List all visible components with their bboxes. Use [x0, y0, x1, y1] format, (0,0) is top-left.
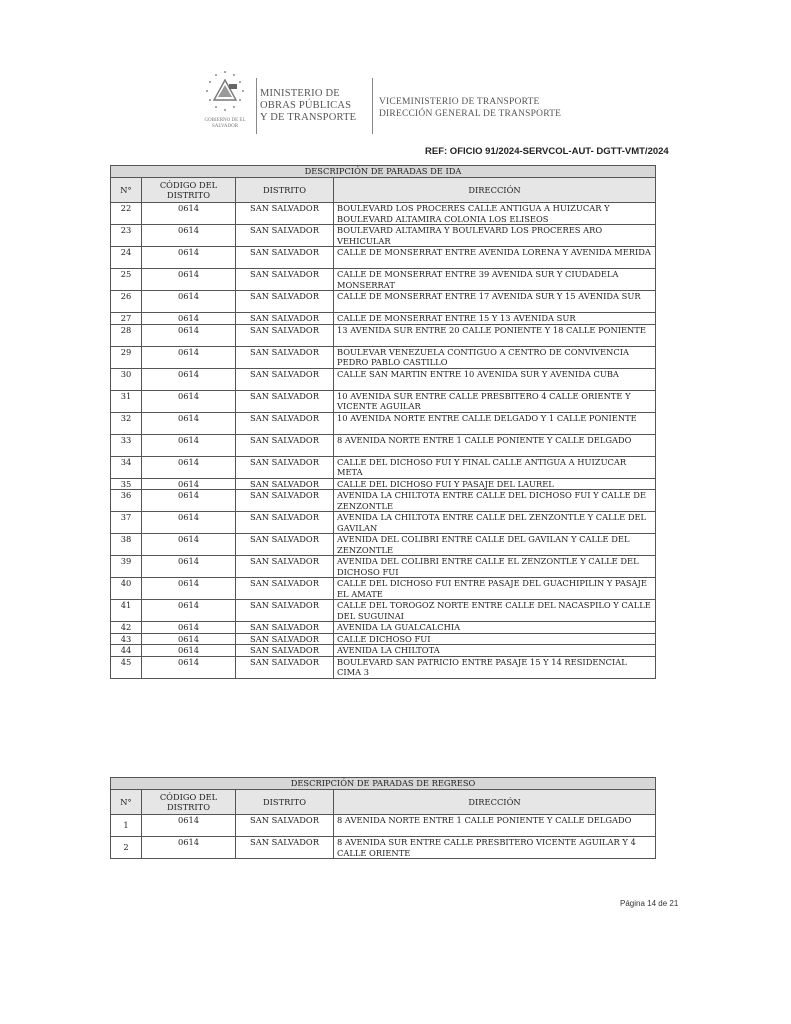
column-header-district-code: CÓDIGO DEL DISTRITO: [142, 790, 236, 815]
stop-number: 40: [111, 578, 142, 600]
table-row: [111, 434, 656, 456]
stop-number: 44: [111, 645, 142, 657]
district-code: 0614: [142, 368, 236, 390]
district-code: 0614: [142, 390, 236, 412]
district-name: SAN SALVADOR: [236, 390, 334, 412]
district-name: SAN SALVADOR: [236, 247, 334, 269]
stop-address: CALLE DEL DICHOSO FUI Y PASAJE DEL LAUREL: [334, 478, 656, 490]
table-row: [111, 556, 656, 578]
table-row: [111, 633, 656, 645]
stop-number: 26: [111, 291, 142, 313]
district-code: 0614: [142, 291, 236, 313]
stop-address: 10 AVENIDA NORTE ENTRE CALLE DELGADO Y 1 CALLE PONIENTE: [334, 412, 656, 434]
stop-number: 39: [111, 556, 142, 578]
stop-number: 35: [111, 478, 142, 490]
ministry-line: OBRAS PÚBLICAS: [260, 100, 352, 111]
stop-address: 8 AVENIDA NORTE ENTRE 1 CALLE PONIENTE Y CALLE DELGADO: [334, 815, 656, 837]
district-code: 0614: [142, 434, 236, 456]
stop-number: 1: [111, 815, 142, 837]
stop-number: 2: [111, 837, 142, 859]
stop-address: BOULEVAR VENEZUELA CONTIGUO A CENTRO DE CONVIVENCIA PEDRO PABLO CASTILLO: [334, 346, 656, 368]
header-divider: [256, 78, 257, 134]
district-name: SAN SALVADOR: [236, 412, 334, 434]
district-name: SAN SALVADOR: [236, 645, 334, 657]
table-row: [111, 815, 656, 837]
table-row: [111, 269, 656, 291]
district-name: SAN SALVADOR: [236, 225, 334, 247]
vice-line: VICEMINISTERIO DE TRANSPORTE: [379, 97, 540, 107]
header-divider: [372, 78, 373, 134]
district-code: 0614: [142, 203, 236, 225]
stop-address: CALLE DE MONSERRAT ENTRE 17 AVENIDA SUR Y 15 AVENIDA SUR: [334, 291, 656, 313]
stop-address: 10 AVENIDA SUR ENTRE CALLE PRESBITERO 4 CALLE ORIENTE Y VICENTE AGUILAR: [334, 390, 656, 412]
district-name: SAN SALVADOR: [236, 346, 334, 368]
vice-ministry-name: [379, 96, 579, 120]
stop-address: AVENIDA DEL COLIBRI ENTRE CALLE EL ZENZONTLE Y CALLE DEL DICHOSO FUI: [334, 556, 656, 578]
column-header-number: N°: [111, 790, 142, 815]
district-code: 0614: [142, 578, 236, 600]
district-name: SAN SALVADOR: [236, 291, 334, 313]
district-code: 0614: [142, 269, 236, 291]
stop-number: 37: [111, 512, 142, 534]
stop-number: 38: [111, 534, 142, 556]
stop-address: CALLE DEL DICHOSO FUI Y FINAL CALLE ANTIGUA A HUIZUCAR META: [334, 456, 656, 478]
stop-number: 36: [111, 490, 142, 512]
stop-address: 13 AVENIDA SUR ENTRE 20 CALLE PONIENTE Y 18 CALLE PONIENTE: [334, 324, 656, 346]
stop-number: 30: [111, 368, 142, 390]
stop-number: 32: [111, 412, 142, 434]
stop-number: 23: [111, 225, 142, 247]
ministry-name: [260, 88, 370, 124]
district-code: 0614: [142, 247, 236, 269]
district-code: 0614: [142, 645, 236, 657]
stop-address: CALLE DE MONSERRAT ENTRE AVENIDA LORENA Y AVENIDA MERIDA: [334, 247, 656, 269]
stop-address: BOULEVARD SAN PATRICIO ENTRE PASAJE 15 Y 14 RESIDENCIAL CIMA 3: [334, 656, 656, 678]
district-code: 0614: [142, 837, 236, 859]
coat-of-arms-icon: [196, 66, 254, 118]
district-name: SAN SALVADOR: [236, 837, 334, 859]
stop-address: BOULEVARD ALTAMIRA Y BOULEVARD LOS PROCERES ARO VEHICULAR: [334, 225, 656, 247]
district-code: 0614: [142, 478, 236, 490]
district-name: SAN SALVADOR: [236, 368, 334, 390]
district-name: SAN SALVADOR: [236, 534, 334, 556]
stop-number: 34: [111, 456, 142, 478]
column-header-address: DIRECCIÓN: [334, 790, 656, 815]
stop-address: CALLE DICHOSO FUI: [334, 633, 656, 645]
table-row: [111, 412, 656, 434]
district-code: 0614: [142, 412, 236, 434]
stop-address: CALLE DEL DICHOSO FUI ENTRE PASAJE DEL GUACHIPILIN Y PASAJE EL AMATE: [334, 578, 656, 600]
table-row: [111, 291, 656, 313]
district-code: 0614: [142, 633, 236, 645]
stop-address: AVENIDA LA CHILTOTA ENTRE CALLE DEL ZENZONTLE Y CALLE DEL GAVILAN: [334, 512, 656, 534]
district-code: 0614: [142, 556, 236, 578]
district-code: 0614: [142, 346, 236, 368]
district-code: 0614: [142, 656, 236, 678]
district-name: SAN SALVADOR: [236, 556, 334, 578]
district-code: 0614: [142, 313, 236, 325]
stop-number: 27: [111, 313, 142, 325]
table-row: [111, 837, 656, 859]
district-name: SAN SALVADOR: [236, 490, 334, 512]
stop-address: AVENIDA DEL COLIBRI ENTRE CALLE DEL GAVILAN Y CALLE DEL ZENZONTLE: [334, 534, 656, 556]
table-row: [111, 346, 656, 368]
table-row: [111, 247, 656, 269]
table-row: [111, 578, 656, 600]
district-code: 0614: [142, 512, 236, 534]
return-stops-table: [110, 777, 656, 859]
stop-address: CALLE DE MONSERRAT ENTRE 15 Y 13 AVENIDA SUR: [334, 313, 656, 325]
stop-number: 28: [111, 324, 142, 346]
district-code: 0614: [142, 600, 236, 622]
stop-number: 31: [111, 390, 142, 412]
vice-line: DIRECCIÓN GENERAL DE TRANSPORTE: [379, 109, 562, 119]
table-row: [111, 456, 656, 478]
district-code: 0614: [142, 225, 236, 247]
district-code: 0614: [142, 622, 236, 634]
district-code: 0614: [142, 324, 236, 346]
ministry-line: Y DE TRANSPORTE: [260, 112, 357, 123]
district-code: 0614: [142, 490, 236, 512]
table-row: [111, 368, 656, 390]
stop-number: 25: [111, 269, 142, 291]
column-header-number: N°: [111, 178, 142, 203]
reference-number: REF: OFICIO 91/2024-SERVCOL-AUT- DGTT-VMT/2024: [425, 146, 669, 157]
ministry-line: MINISTERIO DE: [260, 88, 340, 99]
stop-number: 29: [111, 346, 142, 368]
district-name: SAN SALVADOR: [236, 578, 334, 600]
stop-address: CALLE DEL TOROGOZ NORTE ENTRE CALLE DEL NACASPILO Y CALLE DEL SUGUINAI: [334, 600, 656, 622]
stop-number: 24: [111, 247, 142, 269]
stop-address: CALLE DE MONSERRAT ENTRE 39 AVENIDA SUR Y CIUDADELA MONSERRAT: [334, 269, 656, 291]
table-row: [111, 390, 656, 412]
stop-address: 8 AVENIDA SUR ENTRE CALLE PRESBITERO VICENTE AGUILAR Y 4 CALLE ORIENTE: [334, 837, 656, 859]
table-row: [111, 534, 656, 556]
stop-number: 42: [111, 622, 142, 634]
district-name: SAN SALVADOR: [236, 622, 334, 634]
stop-number: 41: [111, 600, 142, 622]
table-row: [111, 512, 656, 534]
district-name: SAN SALVADOR: [236, 203, 334, 225]
table-row: [111, 490, 656, 512]
stop-address: 8 AVENIDA NORTE ENTRE 1 CALLE PONIENTE Y CALLE DELGADO: [334, 434, 656, 456]
district-name: SAN SALVADOR: [236, 456, 334, 478]
outbound-stops-table: [110, 165, 656, 679]
district-name: SAN SALVADOR: [236, 815, 334, 837]
column-header-district: DISTRITO: [236, 178, 334, 203]
column-header-address: DIRECCIÓN: [334, 178, 656, 203]
page-number: Página 14 de 21: [620, 899, 679, 908]
district-name: SAN SALVADOR: [236, 313, 334, 325]
district-name: SAN SALVADOR: [236, 656, 334, 678]
district-name: SAN SALVADOR: [236, 633, 334, 645]
table-row: [111, 203, 656, 225]
stop-number: 33: [111, 434, 142, 456]
table-row: [111, 656, 656, 678]
district-code: 0614: [142, 815, 236, 837]
district-name: SAN SALVADOR: [236, 478, 334, 490]
stop-number: 45: [111, 656, 142, 678]
table-row: [111, 645, 656, 657]
table-title: DESCRIPCIÓN DE PARADAS DE REGRESO: [111, 778, 656, 790]
table-row: [111, 600, 656, 622]
table-row: [111, 622, 656, 634]
table-title: DESCRIPCIÓN DE PARADAS DE IDA: [111, 166, 656, 178]
district-code: 0614: [142, 534, 236, 556]
district-name: SAN SALVADOR: [236, 434, 334, 456]
district-name: SAN SALVADOR: [236, 512, 334, 534]
district-name: SAN SALVADOR: [236, 269, 334, 291]
stop-address: AVENIDA LA CHILTOTA: [334, 645, 656, 657]
table-row: [111, 225, 656, 247]
district-code: 0614: [142, 456, 236, 478]
stop-address: AVENIDA LA CHILTOTA ENTRE CALLE DEL DICHOSO FUI Y CALLE DE ZENZONTLE: [334, 490, 656, 512]
table-row: [111, 313, 656, 325]
district-name: SAN SALVADOR: [236, 600, 334, 622]
table-row: [111, 324, 656, 346]
stop-number: 22: [111, 203, 142, 225]
table-row: [111, 478, 656, 490]
stop-address: CALLE SAN MARTIN ENTRE 10 AVENIDA SUR Y AVENIDA CUBA: [334, 368, 656, 390]
coat-of-arms-logo: [196, 66, 254, 140]
column-header-district: DISTRITO: [236, 790, 334, 815]
district-name: SAN SALVADOR: [236, 324, 334, 346]
stop-address: AVENIDA LA GUALCALCHIA: [334, 622, 656, 634]
stop-number: 43: [111, 633, 142, 645]
stop-address: BOULEVARD LOS PROCERES CALLE ANTIGUA A HUIZUCAR Y BOULEVARD ALTAMIRA COLONIA LOS ELISEOS: [334, 203, 656, 225]
emblem-caption: GOBIERNO DE EL SALVADOR: [204, 118, 246, 129]
column-header-district-code: CÓDIGO DEL DISTRITO: [142, 178, 236, 203]
